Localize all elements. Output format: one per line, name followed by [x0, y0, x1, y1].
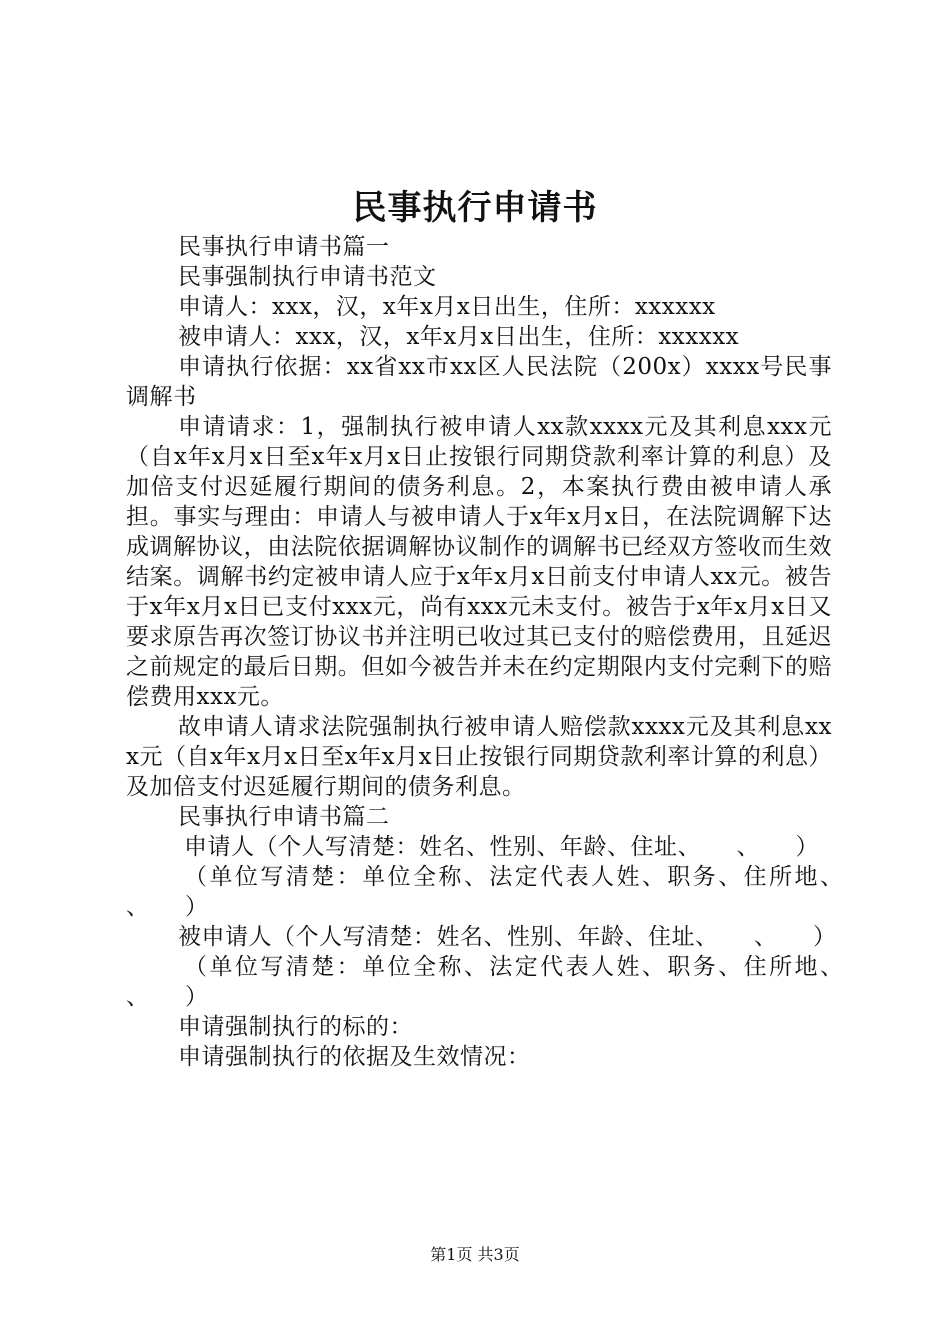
document-body: [126, 232, 879, 1072]
paragraph-applicant-individual: 申请人（个人写清楚：姓名、性别、年龄、住址、 、 ）: [184, 834, 819, 860]
paragraph-respondent-unit: （单位写清楚：单位全称、法定代表人姓、职务、住所地、 、 ）: [126, 954, 879, 1010]
paragraph-basis: 申请执行依据：xx省xx市xx区人民法院（200x）xxxx号民事调解书: [126, 354, 832, 410]
paragraph-section-heading-1: 民事执行申请书篇一: [178, 234, 390, 260]
paragraph-applicant-unit: （单位写清楚：单位全称、法定代表人姓、职务、住所地、 、 ）: [126, 864, 879, 920]
paragraph-respondent-individual: 被申请人（个人写清楚：姓名、性别、年龄、住址、 、 ）: [178, 924, 837, 950]
paragraph-applicant: 申请人：xxx，汉，x年x月x日出生，住所：xxxxxx: [178, 294, 716, 320]
paragraph-conclusion: 故申请人请求法院强制执行被申请人赔偿款xxxx元及其利息xxx元（自x年x月x日至x年x月x日止按银行同期贷款利率计算的利息）及加倍支付迟延履行期间的债务利息。: [126, 714, 832, 800]
paragraph-enforcement-basis: 申请强制执行的依据及生效情况：: [178, 1044, 531, 1070]
paragraph-respondent: 被申请人：xxx，汉，x年x月x日出生，住所：xxxxxx: [178, 324, 740, 350]
paragraph-subtitle: 民事强制执行申请书范文: [178, 264, 437, 290]
document-title: 民事执行申请书: [352, 188, 598, 228]
paragraph-enforcement-target: 申请强制执行的标的：: [178, 1014, 413, 1040]
paragraph-section-heading-2: 民事执行申请书篇二: [178, 804, 390, 830]
paragraph-request: 申请请求：1，强制执行被申请人xx款xxxx元及其利息xxx元（自x年x月x日至x年x月x日止按银行同期贷款利率计算的利息）及加倍支付迟延履行期间的债务利息。2，本案执行费由被申请人承担。事实与理由：申请人与被申请人于x年x月x日，在法院调解下达成调解协议，由法院依据调解协议制作的调解书已经双方签收而生效结案。调解书约定被申请人应于x年x月x日前支付申请人xx元。被告于x年x月x日已支付xxx元，尚有xxx元未支付。被告于x年x月x日又要求原告再次签订协议书并注明已收过其已支付的赔偿费用，且延迟之前规定的最后日期。但如今被告并未在约定期限内支付完剩下的赔偿费用xxx元。: [126, 414, 832, 710]
page-number-footer: 第1页 共3页: [430, 1245, 520, 1264]
